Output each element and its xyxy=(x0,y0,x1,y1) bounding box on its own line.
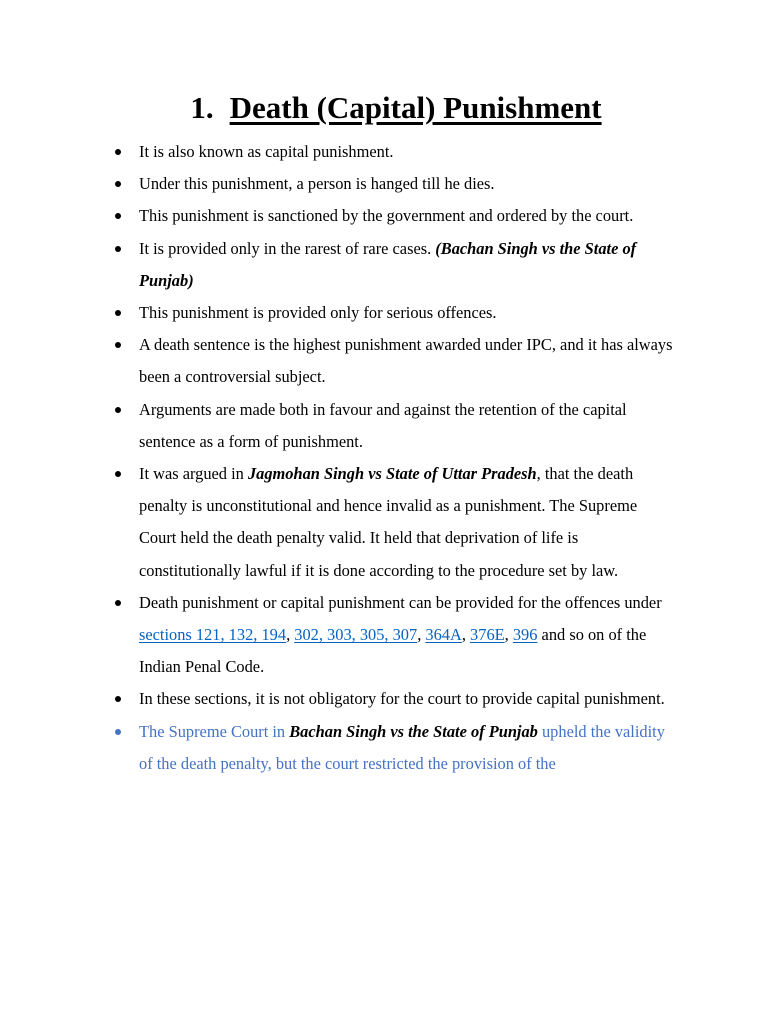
heading-number: 1. xyxy=(190,90,214,125)
list-item-text: It was argued in xyxy=(139,464,248,484)
list-item-text: It is provided only in the rarest of rare cases. xyxy=(139,238,436,258)
list-item-text: The Supreme Court in xyxy=(139,721,290,741)
list-item xyxy=(0,716,768,780)
list-item-text: upheld the validity of the death penalty, but the court restricted the provision of the xyxy=(139,721,665,773)
list-item-text: A death sentence is the highest punishment awarded under IPC, and it has always been a controversial subject. xyxy=(139,335,673,387)
bullet-icon xyxy=(115,729,121,735)
bullet-icon xyxy=(115,310,121,316)
separator: , xyxy=(504,625,513,645)
bullet-icon xyxy=(115,213,121,219)
link-sections-121-132-194[interactable]: sections 121, 132, 194 xyxy=(139,625,287,645)
case-citation: Jagmohan Singh vs State of Uttar Pradesh xyxy=(247,464,537,484)
list-item-text: Under this punishment, a person is hanged till he dies. xyxy=(139,174,495,194)
link-sections-302-303-305-307[interactable]: 302, 303, 305, 307 xyxy=(294,625,418,645)
bullet-icon xyxy=(115,407,121,413)
list-item-text: and so on of the Indian Penal Code. xyxy=(139,625,647,677)
list-item xyxy=(0,200,768,232)
case-citation: Bachan Singh vs the State of Punjab xyxy=(289,721,538,741)
bullet-icon xyxy=(115,342,121,348)
list-item xyxy=(0,458,768,587)
list-item-text: This punishment is sanctioned by the government and ordered by the court. xyxy=(139,206,634,226)
heading-title: Death (Capital) Punishment xyxy=(229,90,602,125)
list-item-text: In these sections, it is not obligatory for the court to provide capital punishment. xyxy=(139,689,665,709)
list-item xyxy=(0,329,768,393)
bullet-icon xyxy=(115,471,121,477)
list-item-text: Death punishment or capital punishment can be provided for the offences under xyxy=(139,592,662,612)
bullet-icon xyxy=(115,600,121,606)
list-item-text: It is also known as capital punishment. xyxy=(139,142,394,161)
list-item xyxy=(0,233,768,297)
list-item xyxy=(0,168,768,200)
separator: , xyxy=(417,625,426,645)
link-section-364a[interactable]: 364A xyxy=(425,625,462,645)
link-section-396[interactable]: 396 xyxy=(512,625,538,645)
list-item-text: This punishment is provided only for serious offences. xyxy=(139,303,497,323)
bullet-icon xyxy=(115,696,121,702)
list-item xyxy=(0,297,768,329)
list-item xyxy=(0,394,768,458)
page-title xyxy=(0,88,768,128)
bullet-list xyxy=(0,136,768,780)
bullet-icon xyxy=(115,246,121,252)
list-item-text: , that the death penalty is unconstitutional and hence invalid as a punishment. The Supreme Court held the death penalty valid. It held that deprivation of life is constitutionally lawful if it is done according to the procedure set by law. xyxy=(139,464,638,580)
separator: , xyxy=(286,625,295,645)
list-item xyxy=(0,683,768,715)
link-section-376e[interactable]: 376E xyxy=(470,625,505,645)
bullet-icon xyxy=(115,181,121,187)
case-citation: (Bachan Singh vs the State of Punjab) xyxy=(139,238,637,290)
separator: , xyxy=(461,625,471,645)
list-item xyxy=(0,587,768,684)
list-item-text: Arguments are made both in favour and against the retention of the capital sentence as a form of punishment. xyxy=(139,399,627,451)
list-item xyxy=(0,136,768,168)
bullet-icon xyxy=(115,149,121,155)
